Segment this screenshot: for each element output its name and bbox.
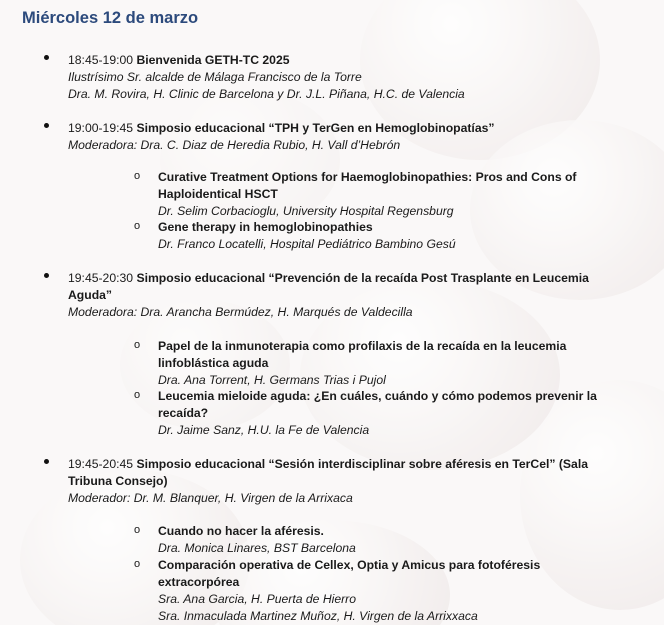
session-title: Bienvenida GETH-TC 2025	[136, 53, 290, 67]
talk-title: Comparación operativa de Cellex, Optia y Amicus para fotoféresis extracorpórea	[158, 558, 541, 589]
talk-speaker: Dr. Jaime Sanz, H.U. la Fe de Valencia	[158, 423, 370, 437]
session-moderator: Moderadora: Dra. C. Diaz de Heredia Rubio, H. Vall d’Hebrón	[68, 138, 401, 152]
circle-bullet-icon: o	[134, 170, 141, 182]
circle-bullet-icon: o	[134, 524, 141, 536]
circle-bullet-icon: o	[134, 389, 141, 401]
bullet-icon	[44, 273, 49, 278]
talk-title: Leucemia mieloide aguda: ¿En cuáles, cuándo y cómo podemos prevenir la recaída?	[158, 389, 597, 420]
session-title: Simposio educacional “Prevención de la recaída Post Trasplante en Leucemia Aguda”	[68, 271, 589, 302]
talk-title: Cuando no hacer la aféresis.	[158, 524, 324, 538]
talk-speaker: Dra. Monica Linares, BST Barcelona	[158, 541, 356, 555]
talk-speaker: Dr. Franco Locatelli, Hospital Pediátrico Bambino Gesú	[158, 237, 456, 251]
bullet-icon	[44, 55, 49, 60]
agenda: Miércoles 12 de marzo 18:45-19:00 Bienvenida GETH-TC 2025 Ilustrísimo Sr. alcalde de Málaga Francisco de la Torre Dra. M. Rovira, H. Clinic de Barcelona y Dr. J.L. Piñana, H.C. de Valencia 19:00-19:45 Simposio educacional “TPH y TerGen en Hemoglobinopatías” Moderadora: Dra. C. Diaz de Heredia Rubio, H. Vall d’Hebrón o Curative Treatment Options for Haemoglobinopathies: Pros and Cons of Haploidentical HSCT Dr. Selim Corbacioglu, University Hospital Regensburg o Gene therapy in hemoglobinopathies Dr. Franco Locatelli, Hospital Pediátrico Bambino Gesú 19:45-20:30 Simposio educacional “Prevención de la recaída Post Trasplante en Leucemia Aguda” Moderadora: Dra. Arancha Bermúdez, H. Marqués de Valdecilla o Papel de la inmunoterapia como profilaxis de la recaída en la leucemia linfoblástica aguda Dra. Ana Torrent, H. Germans Trias i Pujol o Leucemia mieloide aguda: ¿En cuáles, cuándo y cómo podemos prevenir la recaída? Dr. Jaime Sanz, H.U. la Fe de Valencia 19:45-20:45 Simposio educacional “Sesión interdisciplinar sobre aféresis en TerCel” (Sala Tribuna Consejo) Moderador: Dr. M. Blanquer, H. Virgen de la Arrixaca o Cuando no hacer la aféresis. Dra. Monica Linares, BST Barcelona o Comparación operativa de Cellex, Optia y Amicus para fotoféresis extracorpórea Sra. Ana Garcia, H. Puerta de Hierro Sra. Inmaculada Martinez Muñoz, H. Virgen de la Arrixxaca	[0, 0, 664, 625]
session-moderator: Moderadora: Dra. Arancha Bermúdez, H. Marqués de Valdecilla	[68, 305, 413, 319]
session-moderator: Moderador: Dr. M. Blanquer, H. Virgen de la Arrixaca	[68, 491, 353, 505]
talk-title: Papel de la inmunoterapia como profilaxis de la recaída en la leucemia linfoblástica aguda	[158, 339, 567, 370]
talk-speaker: Sra. Ana Garcia, H. Puerta de Hierro	[158, 592, 357, 606]
talk-speaker: Sra. Inmaculada Martinez Muñoz, H. Virgen de la Arrixxaca	[158, 609, 478, 623]
circle-bullet-icon: o	[134, 220, 141, 232]
session-info: Dra. M. Rovira, H. Clinic de Barcelona y Dr. J.L. Piñana, H.C. de Valencia	[68, 87, 465, 101]
circle-bullet-icon: o	[134, 558, 141, 570]
circle-bullet-icon: o	[134, 339, 141, 351]
talk-speaker: Dra. Ana Torrent, H. Germans Trias i Pujol	[158, 373, 386, 387]
talk-speaker: Dr. Selim Corbacioglu, University Hospital Regensburg	[158, 204, 454, 218]
talk-title: Gene therapy in hemoglobinopathies	[158, 220, 373, 234]
session-title: Simposio educacional “TPH y TerGen en Hemoglobinopatías”	[136, 121, 495, 135]
session-title: Simposio educacional “Sesión interdisciplinar sobre aféresis en TerCel” (Sala Tribuna Consejo)	[68, 457, 588, 488]
session-info: Ilustrísimo Sr. alcalde de Málaga Francisco de la Torre	[68, 70, 362, 84]
day-title: Miércoles 12 de marzo	[22, 9, 199, 27]
bullet-icon	[44, 459, 49, 464]
bullet-icon	[44, 123, 49, 128]
talk-title: Curative Treatment Options for Haemoglobinopathies: Pros and Cons of Haploidentical HSCT	[158, 170, 577, 201]
